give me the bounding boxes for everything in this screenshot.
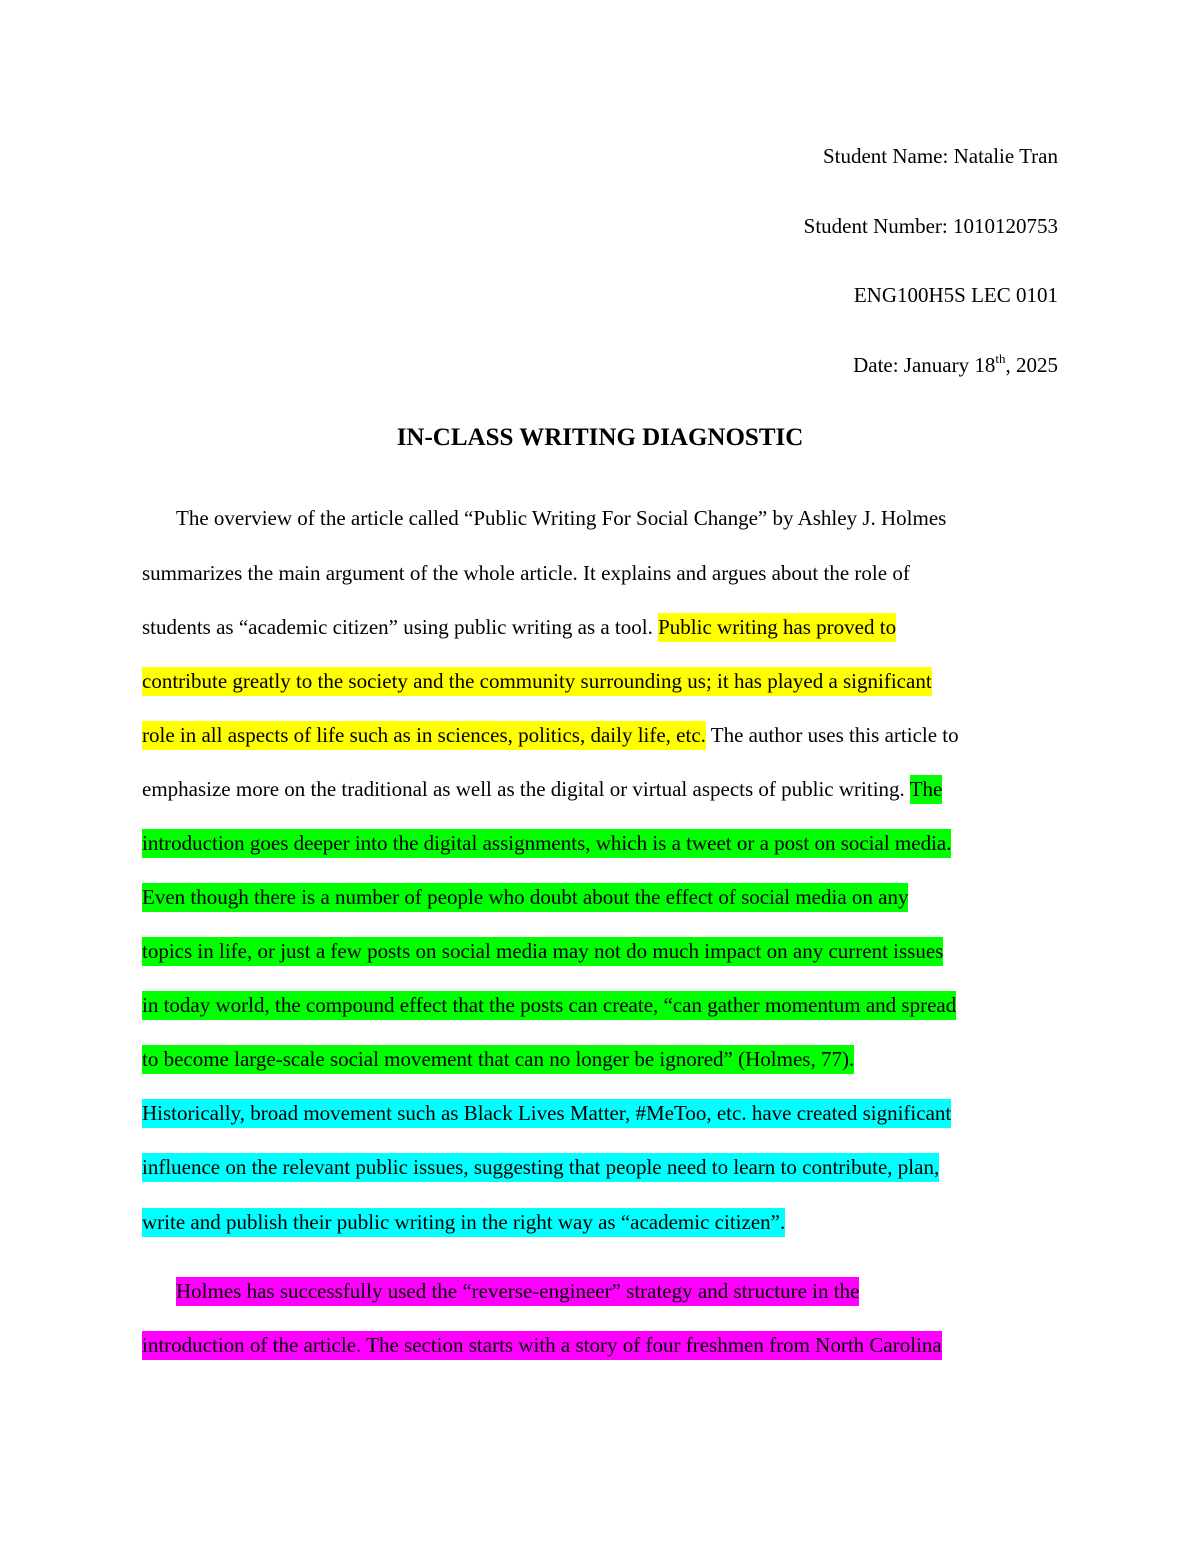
page-title: IN-CLASS WRITING DIAGNOSTIC [396,424,804,451]
body-line [142,615,896,639]
date-superscript: th [995,351,1006,366]
highlight-yellow: role in all aspects of life such as in sciences, politics, daily life, etc. [142,721,706,750]
body-line [142,1333,942,1357]
highlight-magenta: introduction of the article. The section starts with a story of four freshmen from North Carolina [142,1331,942,1360]
highlight-cyan: Historically, broad movement such as Black Lives Matter, #MeToo, etc. have created significant [142,1099,951,1128]
text-run: emphasize more on the traditional as well as the digital or virtual aspects of public writing. [142,777,910,801]
date-prefix: Date: January 18 [853,353,996,377]
course-code: ENG100H5S LEC 0101 [853,283,1058,307]
highlight-cyan: influence on the relevant public issues, suggesting that people need to learn to contribute, plan, [142,1153,939,1182]
body-line [142,1210,785,1234]
body-line [142,993,956,1017]
body-line [142,831,951,855]
highlight-yellow: contribute greatly to the society and the community surrounding us; it has played a significant [142,667,932,696]
text-run: The author uses this article to [705,723,959,747]
body-line [142,885,908,909]
student-name: Student Name: Natalie Tran [822,144,1058,168]
highlight-cyan: write and publish their public writing in the right way as “academic citizen”. [142,1208,785,1237]
text-run: The overview of the article called “Public Writing For Social Change” by Ashley J. Holmes [176,506,947,530]
highlight-green: The [910,775,943,804]
body-line [142,723,959,747]
body-line [176,506,946,530]
body-line [142,669,932,693]
highlight-green: topics in life, or just a few posts on social media may not do much impact on any current issues [142,937,943,966]
highlight-yellow: Public writing has proved to [658,613,896,642]
date-suffix: , 2025 [1005,353,1058,377]
highlight-green: introduction goes deeper into the digital assignments, which is a tweet or a post on social media. [142,829,951,858]
body-line [176,1279,859,1303]
highlight-magenta: Holmes has successfully used the “reverse-engineer” strategy and structure in the [176,1277,859,1306]
body-line [142,939,943,963]
body-line [142,777,942,801]
body-line [142,1155,939,1179]
highlight-green: to become large-scale social movement that can no longer be ignored” (Holmes, 77). [142,1045,854,1074]
date-line [853,353,1058,377]
text-run: students as “academic citizen” using public writing as a tool. [142,615,659,639]
body-line [142,561,910,585]
student-number: Student Number: 1010120753 [803,214,1058,238]
highlight-green: Even though there is a number of people who doubt about the effect of social media on any [142,883,908,912]
body-line [142,1101,951,1125]
highlight-green: in today world, the compound effect that the posts can create, “can gather momentum and spread [142,991,956,1020]
body-line [142,1047,854,1071]
text-run: summarizes the main argument of the whole article. It explains and argues about the role of [142,561,910,585]
